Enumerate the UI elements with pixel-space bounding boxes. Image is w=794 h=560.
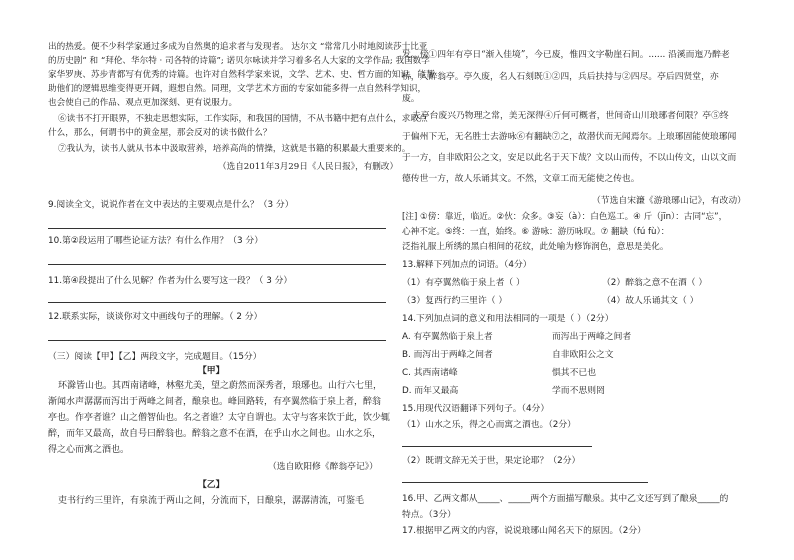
note-line: 心神不定。⑤终：一直，始终。⑥ 游咏：游历咏叹。⑦ 翻缺（fú fù）： bbox=[402, 227, 670, 237]
question-14: 14.下列加点词的意义和用法相同的一项是（ ）（2分） bbox=[402, 314, 614, 324]
question-10: 10.第②段运用了哪些论证方法？有什么作用？（3 分） bbox=[48, 236, 264, 246]
q14-option-c[interactable]: C. 其西南诸峰 bbox=[402, 368, 458, 378]
passage-line: 发。傍①四年有亭日“渐入佳境”，今已废，惟四文字勒崖石间。...... 沿溪而迤乃醉老 bbox=[402, 50, 730, 60]
passage-line: 于一方，自非欧阳公之文，安足以此名于天下哉？文以山而传，不以山传文，山以文而 bbox=[402, 153, 737, 163]
passage-line: 亭也。作亭者谁？山之僧智仙也。名之者谁？太守自谓也。太守与客来饮于此，饮少辄 bbox=[48, 413, 391, 423]
answer-line[interactable] bbox=[402, 482, 648, 483]
passage-line: 废。 bbox=[402, 94, 420, 104]
question-12: 12.联系实际，谈谈你对文中画线句子的理解。（ 2 分） bbox=[48, 312, 263, 322]
paragraph-6 bbox=[48, 112, 428, 140]
section-heading: （三）阅读【甲】【乙】两段文字，完成题目。（15分） bbox=[48, 352, 262, 362]
passage-line: 德传世一方，故人乐诵其文。不然，文章工而无能使之传也。 bbox=[402, 174, 640, 184]
question-13: 13.解释下列加点的词语。（4分） bbox=[402, 260, 532, 270]
answer-line[interactable] bbox=[402, 446, 592, 447]
passage-yi-title: 【乙】 bbox=[198, 480, 225, 490]
passage-top bbox=[48, 40, 435, 110]
passage-line: 也会使自己的作品、观点更加深刻、更有说服力。 bbox=[48, 98, 238, 108]
paragraph-7: ⑦我认为，读书人就从书本中汲取营养，培养高尚的情操，这就是书籍的积累最大重要来的。 bbox=[58, 144, 411, 154]
q14-option-d[interactable]: D. 而年又最高 bbox=[402, 386, 459, 396]
passage-line: 夫亭台废兴乃物理之常，美无深得④斤何可概者，世间奇山川琅琊者何限？亭⑤终 bbox=[412, 111, 729, 121]
passage-yi-cont bbox=[402, 44, 730, 110]
q14-option-b[interactable]: B. 而泻出于两峰之间者 bbox=[402, 350, 493, 360]
q13-item-4: （4）故人乐诵其文（ ） bbox=[602, 296, 699, 306]
question-16-cont: 特点。（3分） bbox=[402, 510, 456, 520]
question-11: 11.第④段提出了什么见解？作者为什么要写这一段？（ 3 分） bbox=[48, 276, 293, 286]
passage-source: （选自2011年3月29日《人民日报》，有删改） bbox=[218, 162, 399, 172]
question-16: 16.甲、乙两文都从_____、_____两个方面描写酿泉。其中乙文还写到了酿泉_____的 bbox=[402, 494, 729, 504]
q14-option-a-pair: 而泻出于两峰之间者 bbox=[552, 332, 632, 342]
q14-option-a[interactable]: A. 有亭翼然临于泉上者 bbox=[402, 332, 493, 342]
passage-line: 家华罗庚、苏步青都写有优秀的诗篇。也许对自然科学家来说，文学、艺术、史、哲方面的知识，能帮 bbox=[48, 70, 435, 80]
passage-line: 的历史剧” 和 “拜伦、华尔特 · 司各特的诗篇”; 诺贝尔咏读并学习着多名人大家的文学作品; 我国数学 bbox=[48, 56, 430, 66]
passage-line: 得之心而寓之酒也。 bbox=[48, 445, 130, 455]
note-line: 泛指礼服上所绣的黑白相间的花纹，此处喻为修饰润色，意思是美化。 bbox=[402, 242, 669, 252]
passage-line: 出的热爱。便不少科学家通过多成为自然奥的追求者与发现者。 达尔文 “常常几小时地阅读莎士比亚 bbox=[48, 42, 428, 52]
note-line: [注] ①傍：靠近，临近。②伙：众多。③妄（à）：白色巡工。④ 斤（jīn）：古同“忘”， bbox=[402, 212, 728, 222]
passage-line: 助他们的逻辑思维变得更开阔，遐想自然。同理，文学艺术方面的专家如能多得一点自然科学知识， bbox=[48, 84, 427, 94]
q13-item-1: （1）有亭翼然临于泉上者（ ） bbox=[402, 278, 525, 288]
passage-line: 渐闻水声潺潺而泻出于两峰之间者，酿泉也。峰回路转，有亭翼然临于泉上者，醉翁 bbox=[48, 397, 382, 407]
q13-item-2: （2）醉翁之意不在酒（ ） bbox=[602, 278, 708, 288]
passage-yi-para2 bbox=[402, 106, 736, 190]
passage-jia-title: 【甲】 bbox=[198, 366, 225, 376]
q15-sentence-2: （2）既谓文辞无关于世，果定论耶？（2分） bbox=[402, 456, 581, 466]
answer-line[interactable] bbox=[48, 340, 386, 341]
passage-yi-line: 吏书行约三里许，有泉流于两山之间，分流而下，日酿泉，潺潺清流，可鉴毛 bbox=[58, 496, 365, 506]
passage-jia-source: （选自欧阳修《醉翁亭记》） bbox=[268, 462, 378, 472]
q13-item-3: （3）复西行约三里许（ ） bbox=[402, 296, 508, 306]
passage-jia bbox=[48, 378, 390, 458]
passage-line: 环滁皆山也。其西南诸峰，林壑尤美，望之蔚然而深秀者，琅琊也。山行六七里， bbox=[58, 381, 383, 391]
passage-line: 于偏州下无，无名胜士去游咏⑥有翻缺⑦之，故潜伏而无闻焉尔。上琅琊固能使琅琊闻 bbox=[402, 132, 737, 142]
passage-yi-source: （节选自宋濂《游琅琊山记》，有改动） bbox=[592, 196, 746, 206]
passage-line: 桥，入醉翁亭。亭久废，名人石刻既①②四，兵后扶持与②四尽。亭后四贤堂，亦 bbox=[402, 72, 719, 82]
q14-option-d-pair: 学而不思则罔 bbox=[552, 386, 605, 396]
passage-line: 醉，而年又最高，故自号曰醉翁也。醉翁之意不在酒，在乎山水之间也。山水之乐， bbox=[48, 429, 382, 439]
passage-line: ⑥读书不打开眼界，不独走思想实际，工作实际，和我国的国情，不从书籍中把有点什么，求取点 bbox=[58, 114, 428, 124]
question-15: 15.用现代汉语翻译下列句子。（4分） bbox=[402, 404, 550, 414]
passage-line: 什么，那么，何谓书中的黄金屋，那会反对的读书做什么？ bbox=[48, 128, 272, 138]
answer-line[interactable] bbox=[48, 228, 386, 229]
q14-option-c-pair: 惧其不已也 bbox=[552, 368, 596, 378]
question-9: 9.阅读全文，说说作者在文中表达的主要观点是什么？（3 分） bbox=[48, 200, 294, 210]
q15-sentence-1: （1）山水之乐，得之心而寓之酒也。（2分） bbox=[402, 420, 576, 430]
answer-line[interactable] bbox=[48, 302, 386, 303]
question-17: 17.根据甲乙两文的内容，说说琅琊山闻名天下的原因。（2分） bbox=[402, 526, 646, 536]
q14-option-b-pair: 自非欧阳公之文 bbox=[552, 350, 614, 360]
notes bbox=[402, 210, 727, 255]
answer-line[interactable] bbox=[48, 264, 386, 265]
